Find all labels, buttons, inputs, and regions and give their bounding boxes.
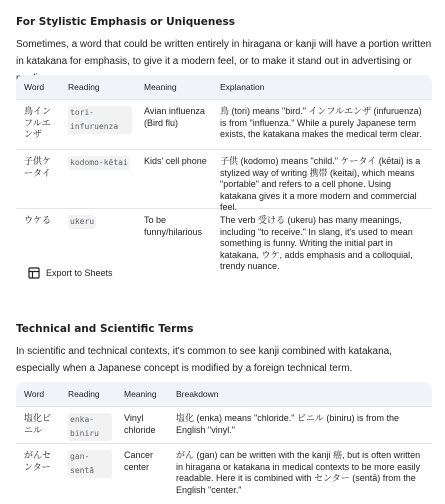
column-header: Meaning [124, 389, 157, 399]
table-icon [28, 267, 40, 279]
explanation-cell: 塩化 (enka) means "chloride." ビニル (biniru) is from the English "vinyl." [176, 413, 399, 435]
table-row [16, 99, 432, 149]
data-table [16, 382, 432, 504]
column-header: Reading [68, 389, 100, 399]
section-paragraph: Sometimes, a word that could be written entirely in hiragana or kanji will have a portion written in katakana for emphasis, to give it a modern feel, or to make it stand out in advertising or [16, 39, 432, 67]
reading-code: kodomo-kētai [68, 156, 130, 170]
word-cell: 塩化ビニル [24, 413, 52, 435]
reading-code: enka-biniru [68, 413, 112, 441]
word-cell: 子供ケータイ [24, 156, 52, 178]
table-header [16, 382, 432, 406]
meaning-cell: To be funny/hilarious [144, 215, 203, 237]
table-row [16, 208, 432, 271]
column-header: Word [24, 82, 45, 92]
table-header [16, 75, 432, 99]
export-to-sheets-button[interactable] [28, 267, 113, 279]
section-title: Technical and Scientific Terms [16, 323, 194, 335]
table-row [16, 149, 432, 212]
column-header: Reading [68, 82, 100, 92]
reading-code: gan-sentā [68, 450, 112, 478]
column-header: Explanation [220, 82, 265, 92]
table-row [16, 443, 432, 504]
explanation-cell: 子供 (kodomo) means "child." ケータイ (kētai) is a stylized way of writing 携帯 (keitai), which means "portable" and refers to a cell phone. Using katakana gives it a more modern and commercial feel. [220, 156, 421, 212]
section-paragraph: In scientific and technical contexts, it's common to see kanji combined with katakana, especially when a Japanese concept is modified by a foreign technical term. [16, 346, 392, 374]
column-header: Breakdown [176, 389, 219, 399]
word-cell: ウケる [24, 215, 52, 225]
column-header: Meaning [144, 82, 177, 92]
meaning-cell: Cancer center [124, 450, 154, 472]
explanation-cell: がん (gan) can be written with the kanji 癌, but is often written in hiragana or katakana in medical contexts to be more easily readable. Here it is combined with センター (sentā) from the English "center." [176, 450, 421, 495]
reading-code: ukeru [68, 215, 96, 229]
word-cell: 鳥インフルエンザ [24, 106, 52, 139]
data-table [16, 75, 432, 271]
meaning-cell: Vinyl chloride [124, 413, 156, 435]
table-row [16, 406, 432, 443]
explanation-cell: The verb 受ける (ukeru) has many meanings, including "to receive." In slang, it's used to mean something is funny. Writing the initial part in katakana, ウケ, adds emphasis and a colloquial, trendy nuance. [220, 215, 413, 271]
column-header: Word [24, 389, 45, 399]
section-title: For Stylistic Emphasis or Uniqueness [16, 16, 235, 28]
meaning-cell: Kids' cell phone [144, 156, 207, 166]
explanation-cell: 鳥 (tori) means "bird." インフルエンザ (infuruenza) is from "influenza." While a purely Japanese term exists, the katakana makes the medical term clear. [220, 106, 422, 139]
meaning-cell: Avian influenza (Bird flu) [144, 106, 205, 128]
export-label: Export to Sheets [46, 268, 113, 278]
word-cell: がんセンター [24, 450, 52, 472]
reading-code: tori-infuruenza [68, 106, 132, 134]
